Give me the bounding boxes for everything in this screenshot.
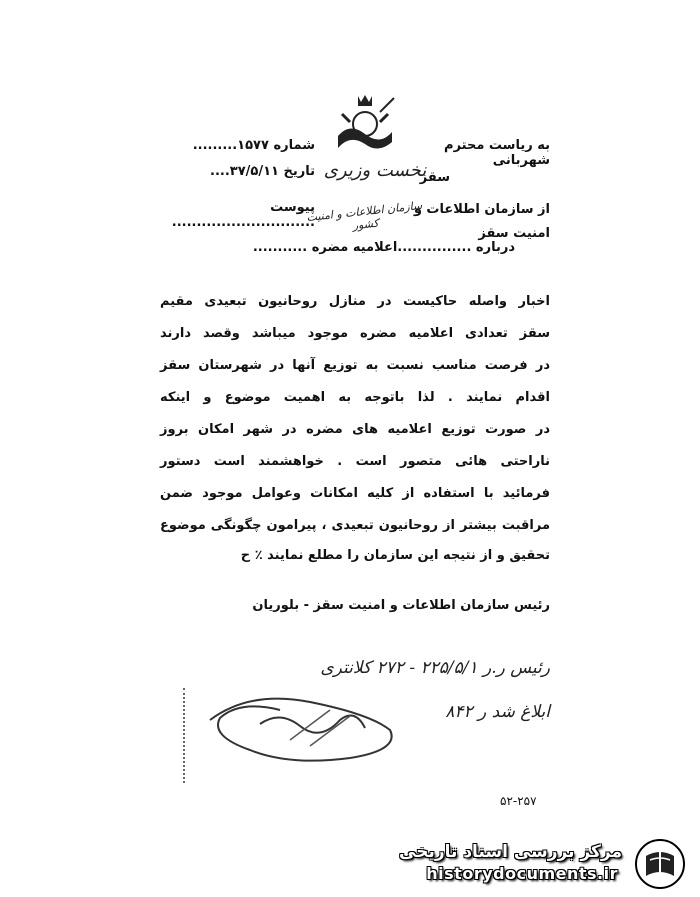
number-field: [170, 138, 315, 153]
signature-title: رئیس سازمان اطلاعات و امنیت سقز - بلوریان: [252, 598, 550, 613]
attachment-label: پیوست: [270, 200, 315, 215]
ministry-handwritten: نخست وزیری: [323, 160, 427, 181]
body-line: تحقیق و از نتیجه این سازمان را مطلع نمایند ٪ ح: [240, 548, 550, 563]
lion-and-sun-emblem: [330, 92, 400, 160]
subject-field: [245, 240, 515, 255]
number-value: ۱۵۷۷.........: [192, 138, 269, 153]
watermark-logo-icon: [634, 838, 686, 890]
body-line: اخبار واصله حاکیست در منازل روحانیون تبعیدی مقیم: [160, 294, 550, 309]
body-line: در فرصت مناسب نسبت به توزیع آنها در شهرستان سقز: [160, 358, 550, 373]
body-line: ناراحتی هائی متصور است . خواهشمند است دستور: [160, 454, 550, 469]
body-line: مراقبت بیشتر از روحانیون تبعیدی ، پیرامون چگونگی موضوع: [160, 518, 550, 533]
body-line: اقدام نمایند . لذا باتوجه به اهمیت موضوع و اینکه: [160, 390, 550, 405]
number-label: شماره: [273, 138, 315, 153]
addressee-line2: سقز: [419, 170, 450, 185]
from-line2: امنیت سقز: [478, 226, 550, 241]
subject-label: درباره: [475, 240, 515, 255]
attachment-field: [170, 200, 315, 230]
body-line: فرمائید با استفاده از کلیه امکانات وعوامل موجود ضمن: [160, 486, 550, 501]
date-label: تاریخ: [283, 164, 315, 179]
watermark-title: مرکز بررسی اسناد تاریخی: [399, 842, 622, 862]
organization-handwritten: سازمان اطلاعات و امنیت کشور: [305, 199, 423, 233]
handwritten-note-line1: رئیس ر.ر ۲۲۵/۵/۱ - ۲۷۲ کلانتری: [320, 658, 550, 678]
handwritten-signature: [190, 680, 420, 770]
body-line: در صورت توزیع اعلامیه های مضره در شهر امکان بروز: [160, 422, 550, 437]
scan-margin-artifact: [183, 688, 189, 783]
from-line1: از سازمان اطلاعات و: [413, 202, 550, 217]
addressee-line1: به ریاست محترم شهربانی: [444, 138, 550, 168]
watermark-url: historydocuments.ir: [426, 864, 618, 883]
attachment-value: .............................: [171, 215, 315, 230]
date-field: [170, 164, 315, 179]
doc-code: ۵۲-۲۵۷: [500, 794, 537, 808]
body-line: سقز تعدادی اعلامیه مضره موجود میباشد وقصد دارند: [160, 326, 550, 341]
subject-value: ...............اعلامیه مضره ...........: [252, 240, 472, 255]
handwritten-note-line2: ابلاغ شد ر ۸۴۲: [445, 702, 550, 722]
date-value: ۳۷/۵/۱۱....: [210, 164, 279, 179]
